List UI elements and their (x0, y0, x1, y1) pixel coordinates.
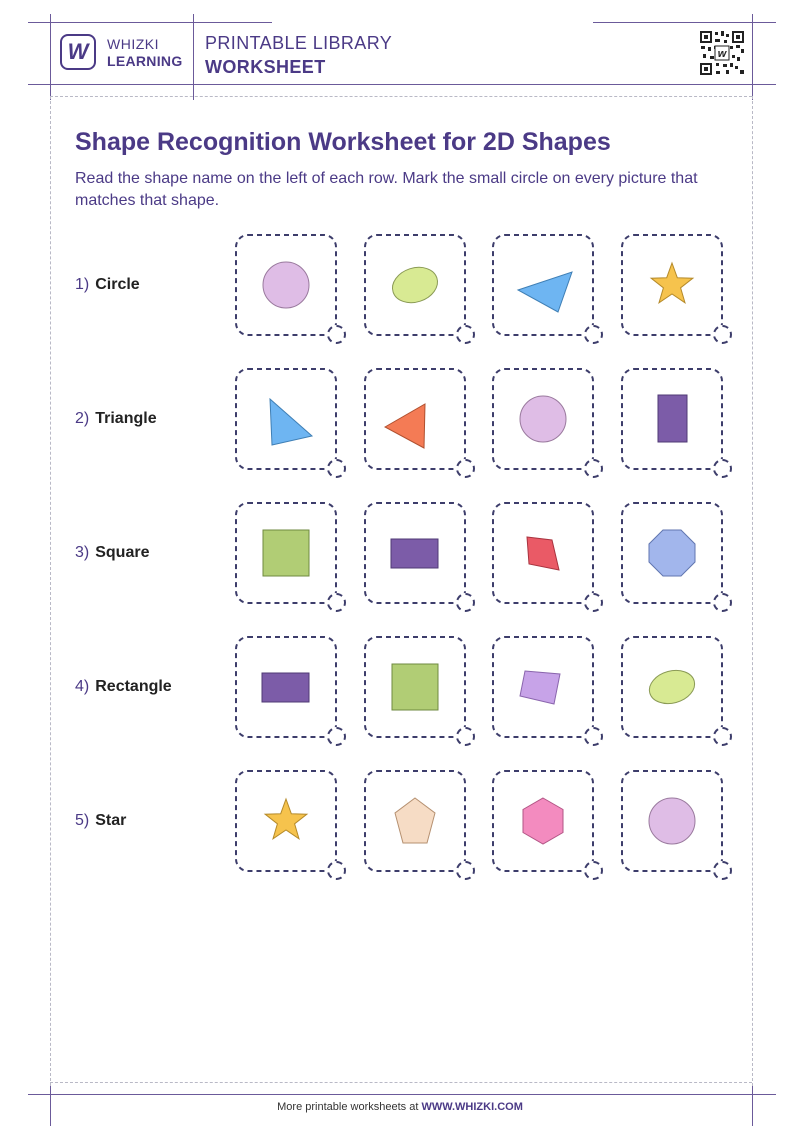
shape-card (621, 770, 723, 872)
shape-card (492, 636, 594, 738)
answer-bubble[interactable] (456, 325, 475, 344)
answer-bubble[interactable] (713, 593, 732, 612)
answer-bubble[interactable] (327, 727, 346, 746)
shape-card (364, 502, 466, 604)
ellipse-shape (646, 666, 699, 709)
shape-card (621, 636, 723, 738)
triangle-shape (385, 404, 425, 448)
row-shape-name: Star (95, 812, 127, 829)
shape-card (235, 636, 337, 738)
answer-bubble[interactable] (456, 459, 475, 478)
answer-bubble[interactable] (713, 325, 732, 344)
brand-subname: LEARNING (107, 53, 183, 69)
instructions: Read the shape name on the left of each row. Mark the small circle on every picture that matches that shape. (75, 170, 698, 209)
footer-rule (28, 1094, 776, 1095)
row-label-circle (75, 276, 140, 294)
answer-bubble[interactable] (456, 861, 475, 880)
row-number: 1) (75, 276, 90, 293)
shape-card (492, 234, 594, 336)
shape-card (492, 502, 594, 604)
answer-bubble[interactable] (584, 325, 603, 344)
shape-card (621, 234, 723, 336)
header-right-rule (752, 14, 753, 100)
circle-shape (263, 262, 309, 308)
row-label-rectangle (75, 678, 172, 696)
qr-code-icon[interactable] (699, 30, 745, 76)
row-number: 5) (75, 812, 90, 829)
content-left-border (50, 96, 51, 1086)
circle-shape (520, 396, 566, 442)
content-bottom-border (50, 1082, 752, 1083)
row-shape-name: Triangle (95, 410, 157, 427)
shape-card (235, 234, 337, 336)
answer-bubble[interactable] (327, 325, 346, 344)
row-shape-name: Rectangle (95, 678, 172, 695)
hexagon-shape (523, 798, 563, 844)
shape-card (235, 502, 337, 604)
row-shape-name: Square (95, 544, 150, 561)
rectangle-shape (391, 539, 438, 568)
footer-link[interactable]: WWW.WHIZKI.COM (421, 1101, 523, 1113)
shape-card (235, 368, 337, 470)
answer-bubble[interactable] (584, 727, 603, 746)
footer-text: More printable worksheets at (277, 1101, 419, 1113)
row-shape-name: Circle (95, 276, 140, 293)
answer-bubble[interactable] (584, 593, 603, 612)
rectangle-shape (658, 395, 687, 442)
header-left-rule (50, 14, 51, 100)
square-shape (392, 664, 438, 710)
shape-card (621, 502, 723, 604)
answer-bubble[interactable] (584, 459, 603, 478)
triangle-shape (270, 399, 312, 445)
answer-bubble[interactable] (584, 861, 603, 880)
row-number: 3) (75, 544, 90, 561)
footer (0, 1101, 800, 1113)
rectangle-shape (262, 673, 309, 702)
answer-bubble[interactable] (327, 861, 346, 880)
header-worksheet: WORKSHEET (205, 57, 326, 77)
square-shape (263, 530, 309, 576)
shape-card (492, 368, 594, 470)
header-top-rule-right (593, 22, 776, 23)
answer-bubble[interactable] (456, 727, 475, 746)
octagon-shape (649, 530, 695, 576)
row-label-square (75, 544, 149, 562)
content-top-border (50, 96, 752, 97)
brand-name: WHIZKI (107, 36, 159, 52)
row-number: 4) (75, 678, 90, 695)
quadrilateral-shape (520, 671, 560, 704)
header-library: PRINTABLE LIBRARY (205, 33, 393, 53)
pentagon-shape (395, 798, 435, 843)
answer-bubble[interactable] (713, 727, 732, 746)
star-shape (265, 799, 307, 839)
ellipse-shape (388, 262, 442, 309)
header-bottom-rule (28, 84, 776, 85)
row-number: 2) (75, 410, 90, 427)
answer-bubble[interactable] (456, 593, 475, 612)
answer-bubble[interactable] (327, 593, 346, 612)
answer-bubble[interactable] (713, 861, 732, 880)
shape-card (492, 770, 594, 872)
svg-text:w: w (717, 48, 727, 60)
shape-card (364, 770, 466, 872)
triangle-shape (518, 272, 572, 312)
logo-letter: W (67, 39, 89, 64)
content-right-border (752, 96, 753, 1086)
row-label-triangle (75, 410, 157, 428)
page-title: Shape Recognition Worksheet for 2D Shapes (75, 128, 611, 156)
shape-card (364, 368, 466, 470)
shape-card (621, 368, 723, 470)
answer-bubble[interactable] (713, 459, 732, 478)
shape-card (364, 234, 466, 336)
shape-card (364, 636, 466, 738)
row-label-star (75, 812, 126, 830)
circle-shape (649, 798, 695, 844)
answer-bubble[interactable] (327, 459, 346, 478)
star-shape (651, 263, 693, 303)
header-divider (193, 14, 194, 100)
header-top-rule (28, 22, 272, 23)
shape-card (235, 770, 337, 872)
whizki-logo-icon[interactable] (60, 34, 96, 70)
quadrilateral-shape (527, 537, 559, 570)
